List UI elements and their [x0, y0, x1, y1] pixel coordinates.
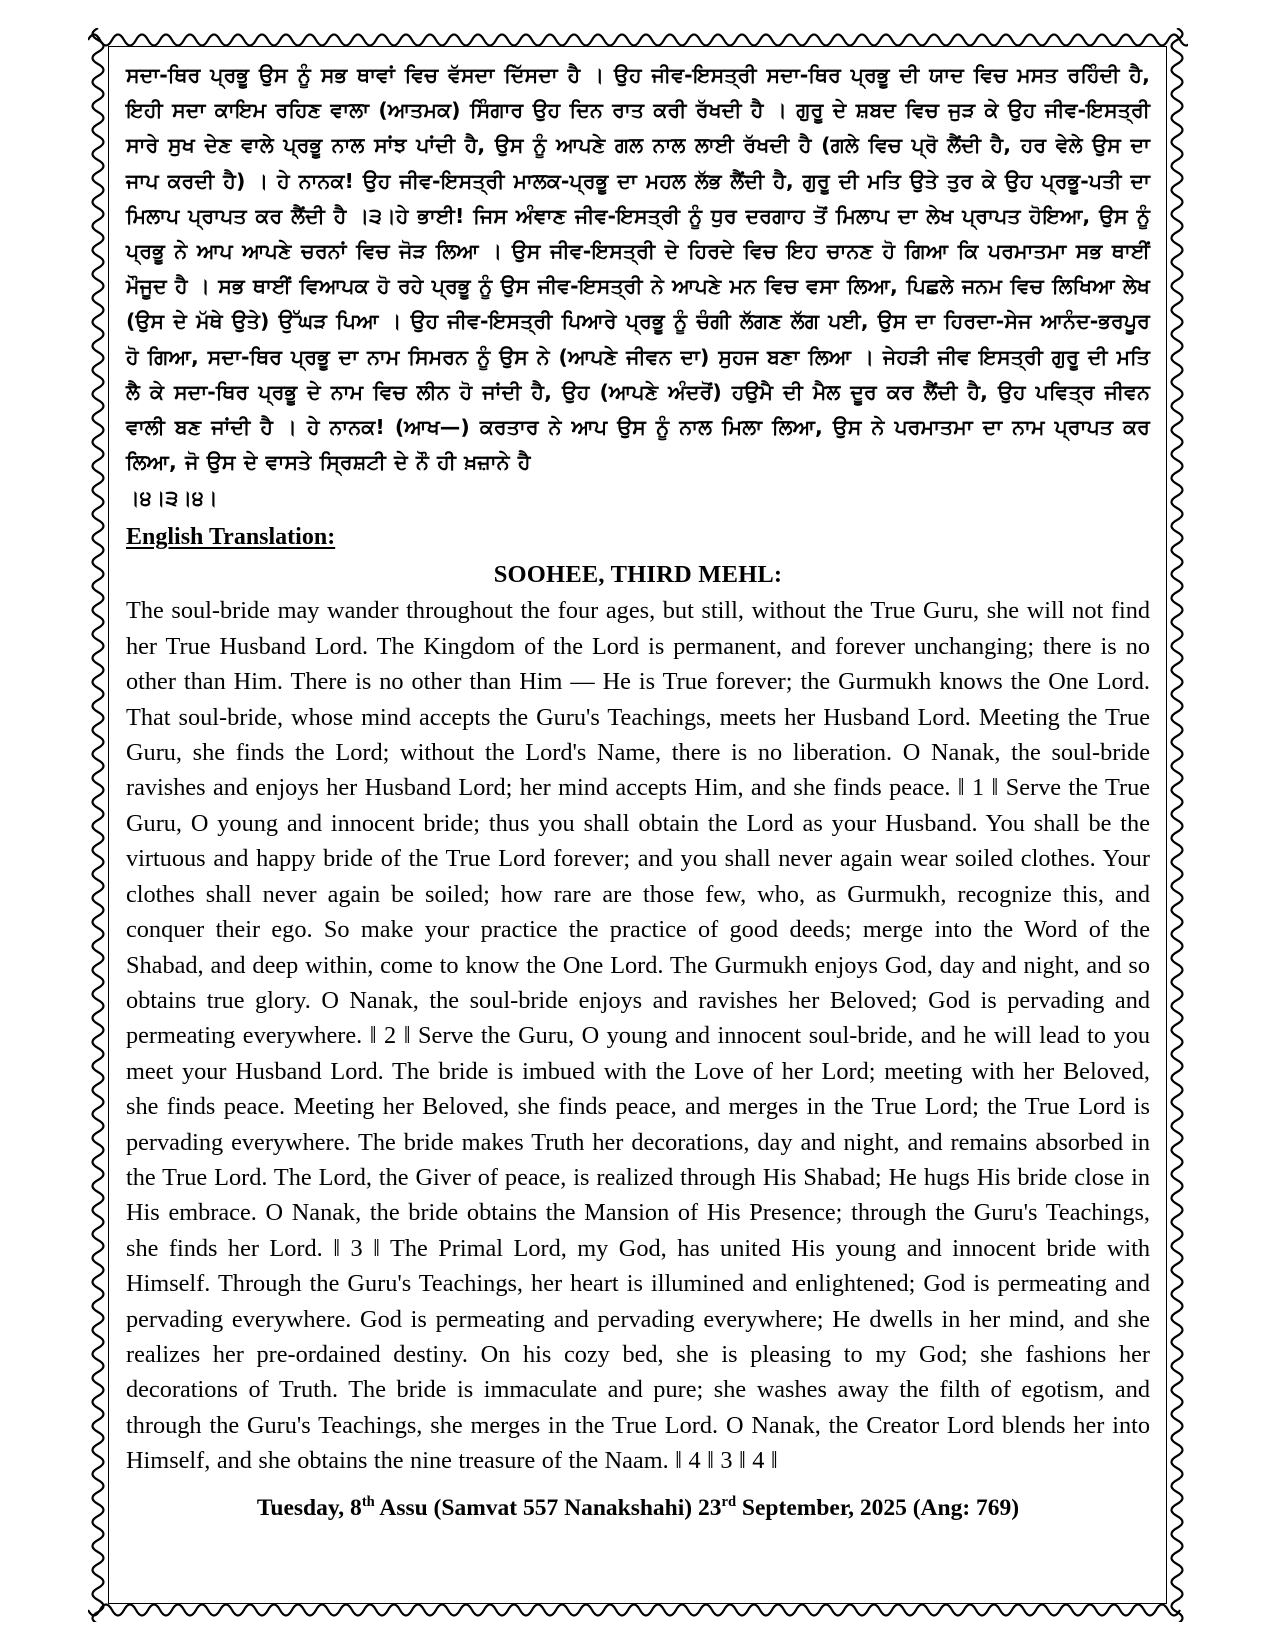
shabad-title: SOOHEE, THIRD MEHL:	[493, 561, 783, 589]
footer-gregorian-ordinal-suffix: rd	[721, 1493, 737, 1510]
footer-date-line	[126, 1491, 1150, 1525]
english-translation-heading-wrap	[126, 519, 1150, 559]
footer-weekday-day: Tuesday, 8	[256, 1494, 362, 1521]
gurmukhi-paraphrase-text: ਸਦਾ-ਥਿਰ ਪ੍ਰਭੂ ਉਸ ਨੂੰ ਸਭ ਥਾਵਾਂ ਵਿਚ ਵੱਸਦਾ ਦਿੱਸਦਾ ਹੈ । ਉਹ ਜੀਵ-ਇਸਤ੍ਰੀ ਸਦਾ-ਥਿਰ ਪ੍ਰਭੂ ਦੀ ਯਾਦ ਵਿਚ ਮਸਤ ਰਹਿੰਦੀ ਹੈ, ਇਹੀ ਸਦਾ ਕਾਇਮ ਰਹਿਣ ਵਾਲਾ (ਆਤਮਕ) ਸਿੰਗਾਰ ਉਹ ਦਿਨ ਰਾਤ ਕਰੀ ਰੱਖਦੀ ਹੈ । ਗੁਰੂ ਦੇ ਸ਼ਬਦ ਵਿਚ ਜੁੜ ਕੇ ਉਹ ਜੀਵ-ਇਸਤ੍ਰੀ ਸਾਰੇ ਸੁਖ ਦੇਣ ਵਾਲੇ ਪ੍ਰਭੂ ਨਾਲ ਸਾਂਝ ਪਾਂਦੀ ਹੈ, ਉਸ ਨੂੰ ਆਪਣੇ ਗਲ ਨਾਲ ਲਾਈ ਰੱਖਦੀ ਹੈ (ਗਲੇ ਵਿਚ ਪ੍ਰੋ ਲੈਂਦੀ ਹੈ, ਹਰ ਵੇਲੇ ਉਸ ਦਾ ਜਾਪ ਕਰਦੀ ਹੈ) । ਹੇ ਨਾਨਕ! ਉਹ ਜੀਵ-ਇਸਤ੍ਰੀ ਮਾਲਕ-ਪ੍ਰਭੂ ਦਾ ਮਹਲ ਲੱਭ ਲੈਂਦੀ ਹੈ, ਗੁਰੂ ਦੀ ਮਤਿ ਉਤੇ ਤੁਰ ਕੇ ਉਹ ਪ੍ਰਭੂ-ਪਤੀ ਦਾ ਮਿਲਾਪ ਪ੍ਰਾਪਤ ਕਰ ਲੈਂਦੀ ਹੈ ।੩।ਹੇ ਭਾਈ! ਜਿਸ ਅੰਞਾਣ ਜੀਵ-ਇਸਤ੍ਰੀ ਨੂੰ ਧੁਰ ਦਰਗਾਹ ਤੋਂ ਮਿਲਾਪ ਦਾ ਲੇਖ ਪ੍ਰਾਪਤ ਹੋਇਆ, ਉਸ ਨੂੰ ਪ੍ਰਭੂ ਨੇ ਆਪ ਆਪਣੇ ਚਰਨਾਂ ਵਿਚ ਜੋੜ ਲਿਆ । ਉਸ ਜੀਵ-ਇਸਤ੍ਰੀ ਦੇ ਹਿਰਦੇ ਵਿਚ ਇਹ ਚਾਨਣ ਹੋ ਗਿਆ ਕਿ ਪਰਮਾਤਮਾ ਸਭ ਥਾਈਂ ਮੌਜੂਦ ਹੈ । ਸਭ ਥਾਈਂ ਵਿਆਪਕ ਹੋ ਰਹੇ ਪ੍ਰਭੂ ਨੂੰ ਉਸ ਜੀਵ-ਇਸਤ੍ਰੀ ਨੇ ਆਪਣੇ ਮਨ ਵਿਚ ਵਸਾ ਲਿਆ, ਪਿਛਲੇ ਜਨਮ ਵਿਚ ਲਿਖਿਆ ਲੇਖ (ਉਸ ਦੇ ਮੱਥੇ ਉਤੇ) ਉੱਘੜ ਪਿਆ । ਉਹ ਜੀਵ-ਇਸਤ੍ਰੀ ਪਿਆਰੇ ਪ੍ਰਭੂ ਨੂੰ ਚੰਗੀ ਲੱਗਣ ਲੱਗ ਪਈ, ਉਸ ਦਾ ਹਿਰਦਾ-ਸੇਜ ਆਨੰਦ-ਭਰਪੂਰ ਹੋ ਗਿਆ, ਸਦਾ-ਥਿਰ ਪ੍ਰਭੂ ਦਾ ਨਾਮ ਸਿਮਰਨ ਨੂੰ ਉਸ ਨੇ (ਆਪਣੇ ਜੀਵਨ ਦਾ) ਸੁਹਜ ਬਣਾ ਲਿਆ । ਜੇਹੜੀ ਜੀਵ ਇਸਤ੍ਰੀ ਗੁਰੂ ਦੀ ਮਤਿ ਲੈ ਕੇ ਸਦਾ-ਥਿਰ ਪ੍ਰਭੂ ਦੇ ਨਾਮ ਵਿਚ ਲੀਨ ਹੋ ਜਾਂਦੀ ਹੈ, ਉਹ (ਆਪਣੇ ਅੰਦਰੋਂ) ਹਉਮੈ ਦੀ ਮੈਲ ਦੂਰ ਕਰ ਲੈਂਦੀ ਹੈ, ਉਹ ਪਵਿਤ੍ਰ ਜੀਵਨ ਵਾਲੀ ਬਣ ਜਾਂਦੀ ਹੈ । ਹੇ ਨਾਨਕ! (ਆਖ—) ਕਰਤਾਰ ਨੇ ਆਪ ਉਸ ਨੂੰ ਨਾਲ ਮਿਲਾ ਲਿਆ, ਉਸ ਨੇ ਪਰਮਾਤਮਾ ਦਾ ਨਾਮ ਪ੍ਰਾਪਤ ਕਰ ਲਿਆ, ਜੋ ਉਸ ਦੇ ਵਾਸਤੇ ਸ੍ਰਿਸ਼ਟੀ ਦੇ ਨੌ ਹੀ ਖ਼ਜ਼ਾਨੇ ਹੈ	[126, 63, 1151, 475]
footer-day-ordinal-suffix: th	[361, 1493, 375, 1510]
english-translation-heading: English Translation:	[126, 524, 336, 551]
decorative-border-left	[86, 28, 110, 1622]
gurmukhi-pauri-mark: ।੪।੩।੪।	[126, 486, 218, 511]
english-translation-body: The soul-bride may wander throughout the four ages, but still, without the True Guru, she will not find her True Husband Lord. The Kingdom of the Lord is permanent, and forever unchanging; there is no other than Him. There is no other than Him — He is True forever; the Gurmukh knows the One Lord. That soul-bride, whose mind accepts the Guru's Teachings, meets her Husband Lord. Meeting the True Guru, she finds the Lord; without the Lord's Name, there is no liberation. O Nanak, the soul-bride ravishes and enjoys her Husband Lord; her mind accepts Him, and she finds peace. ‖ 1 ‖ Serve the True Guru, O young and innocent bride; thus you shall obtain the Lord as your Husband. You shall be the virtuous and happy bride of the True Lord forever; and you shall never again wear soiled clothes. Your clothes shall never again be soiled; how rare are those few, who, as Gurmukh, recognize this, and conquer their ego. So make your practice the practice of good deeds; merge into the Word of the Shabad, and deep within, come to know the One Lord. The Gurmukh enjoys God, day and night, and so obtains true glory. O Nanak, the soul-bride enjoys and ravishes her Beloved; God is pervading and permeating everywhere. ‖ 2 ‖ Serve the Guru, O young and innocent soul-bride, and he will lead to you meet your Husband Lord. The bride is imbued with the Love of her Lord; meeting with her Beloved, she finds peace. Meeting her Beloved, she finds peace, and merges in the True Lord; the True Lord is pervading everywhere. The bride makes Truth her decorations, day and night, and remains absorbed in the True Lord. The Lord, the Giver of peace, is realized through His Shabad; He hugs His bride close in His embrace. O Nanak, the bride obtains the Mansion of His Presence; through the Guru's Teachings, she finds her Lord. ‖ 3 ‖ The Primal Lord, my God, has united His young and innocent bride with Himself. Through the Guru's Teachings, her heart is illumined and enlightened; God is permeating and pervading everywhere. God is permeating and pervading everywhere; He dwells in her mind, and she realizes her pre-ordained destiny. On his cozy bed, she is pleasing to my God; she fashions her decorations of Truth. The bride is immaculate and pure; she washes away the filth of egotism, and through the Guru's Teachings, she merges in the True Lord. O Nanak, the Creator Lord blends her into Himself, and she obtains the nine treasure of the Naam. ‖ 4 ‖ 3 ‖ 4 ‖	[126, 597, 1150, 1475]
decorative-border-top	[88, 28, 1188, 52]
decorative-border-right	[1165, 28, 1189, 1622]
content-column	[118, 52, 1158, 1598]
footer-nanakshahi-date: Assu (Samvat 557 Nanakshahi) 23	[374, 1494, 722, 1521]
decorative-border-bottom	[88, 1598, 1188, 1622]
footer-gregorian-date-and-ang: September, 2025 (Ang: 769)	[736, 1494, 1020, 1521]
